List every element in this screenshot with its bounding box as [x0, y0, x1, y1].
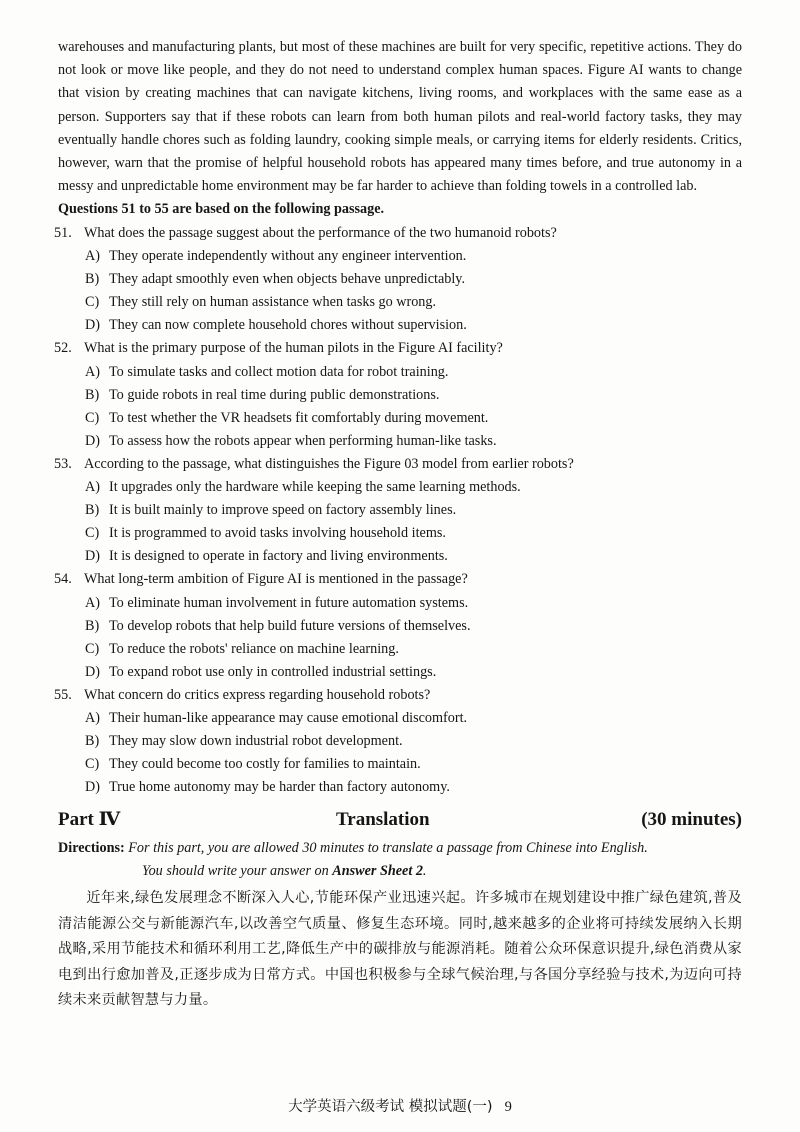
part-title: Translation [336, 809, 430, 831]
option-text: To reduce the robots' reliance on machine learning. [109, 640, 399, 657]
option-text: They may slow down industrial robot development. [109, 733, 403, 750]
questions-heading: Questions 51 to 55 are based on the following passage. [58, 201, 385, 218]
directions-label: Directions: [58, 840, 125, 857]
option-list [58, 245, 742, 337]
option-text: It is designed to operate in factory and living environments. [109, 548, 448, 565]
directions-period: . [422, 863, 427, 880]
exam-page [54, 36, 742, 1014]
option-letter: A) [85, 594, 100, 611]
question-number: 52. [54, 340, 72, 357]
option-letter: C) [85, 756, 100, 773]
option-letter: C) [85, 640, 100, 657]
page-footer [0, 1095, 800, 1116]
directions [58, 837, 742, 883]
answer-option [85, 615, 742, 638]
option-text: They adapt smoothly even when objects behave unpredictably. [109, 271, 466, 288]
option-text: Their human-like appearance may cause emotional discomfort. [109, 709, 468, 726]
option-letter: A) [85, 363, 100, 380]
answer-option [85, 430, 742, 453]
question-list [54, 222, 742, 799]
option-letter: C) [85, 525, 100, 542]
option-letter: A) [85, 709, 100, 726]
answer-option [85, 661, 742, 684]
directions-text-2: You should write your answer on [142, 863, 333, 880]
question [54, 568, 742, 683]
page-number: 9 [504, 1099, 512, 1115]
directions-line-2 [58, 860, 742, 883]
option-text: It is built mainly to improve speed on factory assembly lines. [109, 502, 457, 519]
answer-option [85, 245, 742, 268]
option-text: To simulate tasks and collect motion data for robot training. [109, 363, 449, 380]
option-text: It is programmed to avoid tasks involving household items. [109, 525, 446, 542]
option-text: They operate independently without any engineer intervention. [109, 248, 467, 265]
answer-option [85, 730, 742, 753]
option-letter: B) [85, 733, 100, 750]
answer-option [85, 314, 742, 337]
question-text: What does the passage suggest about the performance of the two humanoid robots? [84, 225, 557, 242]
option-letter: D) [85, 548, 100, 565]
answer-option [85, 638, 742, 661]
option-letter: D) [85, 663, 100, 680]
passage-text: warehouses and manufacturing plants, but most of these machines are built for very specific, repetitive actions. They do not look or move like people, and they do not need to understand complex human spaces. Figure AI wants to change that vision by creating machines that can navigate kitchens, living rooms, and workplaces with the same ease as a person. Supporters say that if these robots can learn from both human pilots and real-world factory tasks, they may eventually handle chores such as folding laundry, cooking simple meals, or carrying items for elderly residents. Critics, however, warn that the promise of helpful household robots has appeared many times before, and true autonomy in a messy and unpredictable home environment may be far harder to achieve than folding towels in a controlled lab. [58, 39, 742, 195]
answer-option [85, 776, 742, 799]
question-number: 55. [54, 686, 72, 703]
answer-option [85, 592, 742, 615]
question-stem [54, 684, 742, 707]
option-letter: C) [85, 294, 100, 311]
answer-option [85, 499, 742, 522]
answer-option [85, 407, 742, 430]
answer-option [85, 268, 742, 291]
option-text: They still rely on human assistance when tasks go wrong. [109, 294, 437, 311]
question-text: According to the passage, what distinguishes the Figure 03 model from earlier robots? [84, 455, 574, 472]
option-letter: D) [85, 779, 100, 796]
part-header [58, 805, 742, 835]
part-time: (30 minutes) [641, 809, 742, 831]
answer-option [85, 384, 742, 407]
option-list [58, 592, 742, 684]
question [54, 453, 742, 568]
option-text: It upgrades only the hardware while keeping the same learning methods. [109, 479, 521, 496]
option-text: To develop robots that help build future versions of themselves. [109, 617, 471, 634]
question [54, 222, 742, 337]
option-letter: C) [85, 409, 100, 426]
question-text: What long-term ambition of Figure AI is mentioned in the passage? [84, 571, 468, 588]
option-text: To test whether the VR headsets fit comfortably during movement. [109, 409, 489, 426]
option-letter: D) [85, 317, 100, 334]
option-letter: B) [85, 386, 100, 403]
footer-title: 大学英语六级考试 模拟试题(一) [288, 1099, 493, 1115]
answer-option [85, 291, 742, 314]
option-list [58, 707, 742, 799]
question-stem [54, 337, 742, 360]
option-text: To guide robots in real time during public demonstrations. [109, 386, 440, 403]
option-letter: B) [85, 271, 100, 288]
question-text: What is the primary purpose of the human pilots in the Figure AI facility? [84, 340, 503, 357]
answer-option [85, 361, 742, 384]
option-letter: A) [85, 248, 100, 265]
option-list [58, 476, 742, 568]
question-text: What concern do critics express regarding household robots? [84, 686, 431, 703]
question [54, 684, 742, 799]
option-letter: A) [85, 479, 100, 496]
option-letter: D) [85, 432, 100, 449]
answer-sheet-ref: Answer Sheet 2 [332, 863, 423, 880]
question-stem [54, 568, 742, 591]
directions-text: For this part, you are allowed 30 minutes to translate a passage from Chinese into English. [128, 840, 648, 857]
option-letter: B) [85, 502, 100, 519]
answer-option [85, 522, 742, 545]
option-text: They can now complete household chores without supervision. [109, 317, 467, 334]
question-stem [54, 453, 742, 476]
part-label: Part Ⅳ [58, 809, 121, 831]
answer-option [85, 707, 742, 730]
option-text: To expand robot use only in controlled industrial settings. [109, 663, 437, 680]
option-letter: B) [85, 617, 100, 634]
question-number: 53. [54, 455, 72, 472]
answer-option [85, 753, 742, 776]
question-number: 54. [54, 571, 72, 588]
option-text: To assess how the robots appear when performing human-like tasks. [109, 432, 497, 449]
option-text: They could become too costly for families to maintain. [109, 756, 421, 773]
answer-option [85, 476, 742, 499]
option-text: To eliminate human involvement in future automation systems. [109, 594, 469, 611]
question [54, 337, 742, 452]
option-text: True home autonomy may be harder than factory autonomy. [109, 779, 450, 796]
option-list [58, 361, 742, 453]
question-stem [54, 222, 742, 245]
answer-option [85, 545, 742, 568]
question-number: 51. [54, 225, 72, 242]
translation-passage: 近年来,绿色发展理念不断深入人心,节能环保产业迅速兴起。许多城市在规划建设中推广绿色建筑,普及清洁能源公交与新能源汽车,以改善空气质量、修复生态环境。同时,越来越多的企业将可持续发展纳入长期战略,采用节能技术和循环利用工艺,降低生产中的碳排放与能源消耗。随着公众环保意识提升,绿色消费从家电到出行愈加普及,正逐步成为日常方式。中国也积极参与全球气候治理,与各国分享经验与技术,为迈向可持续未来贡献智慧与力量。 [58, 890, 742, 1009]
